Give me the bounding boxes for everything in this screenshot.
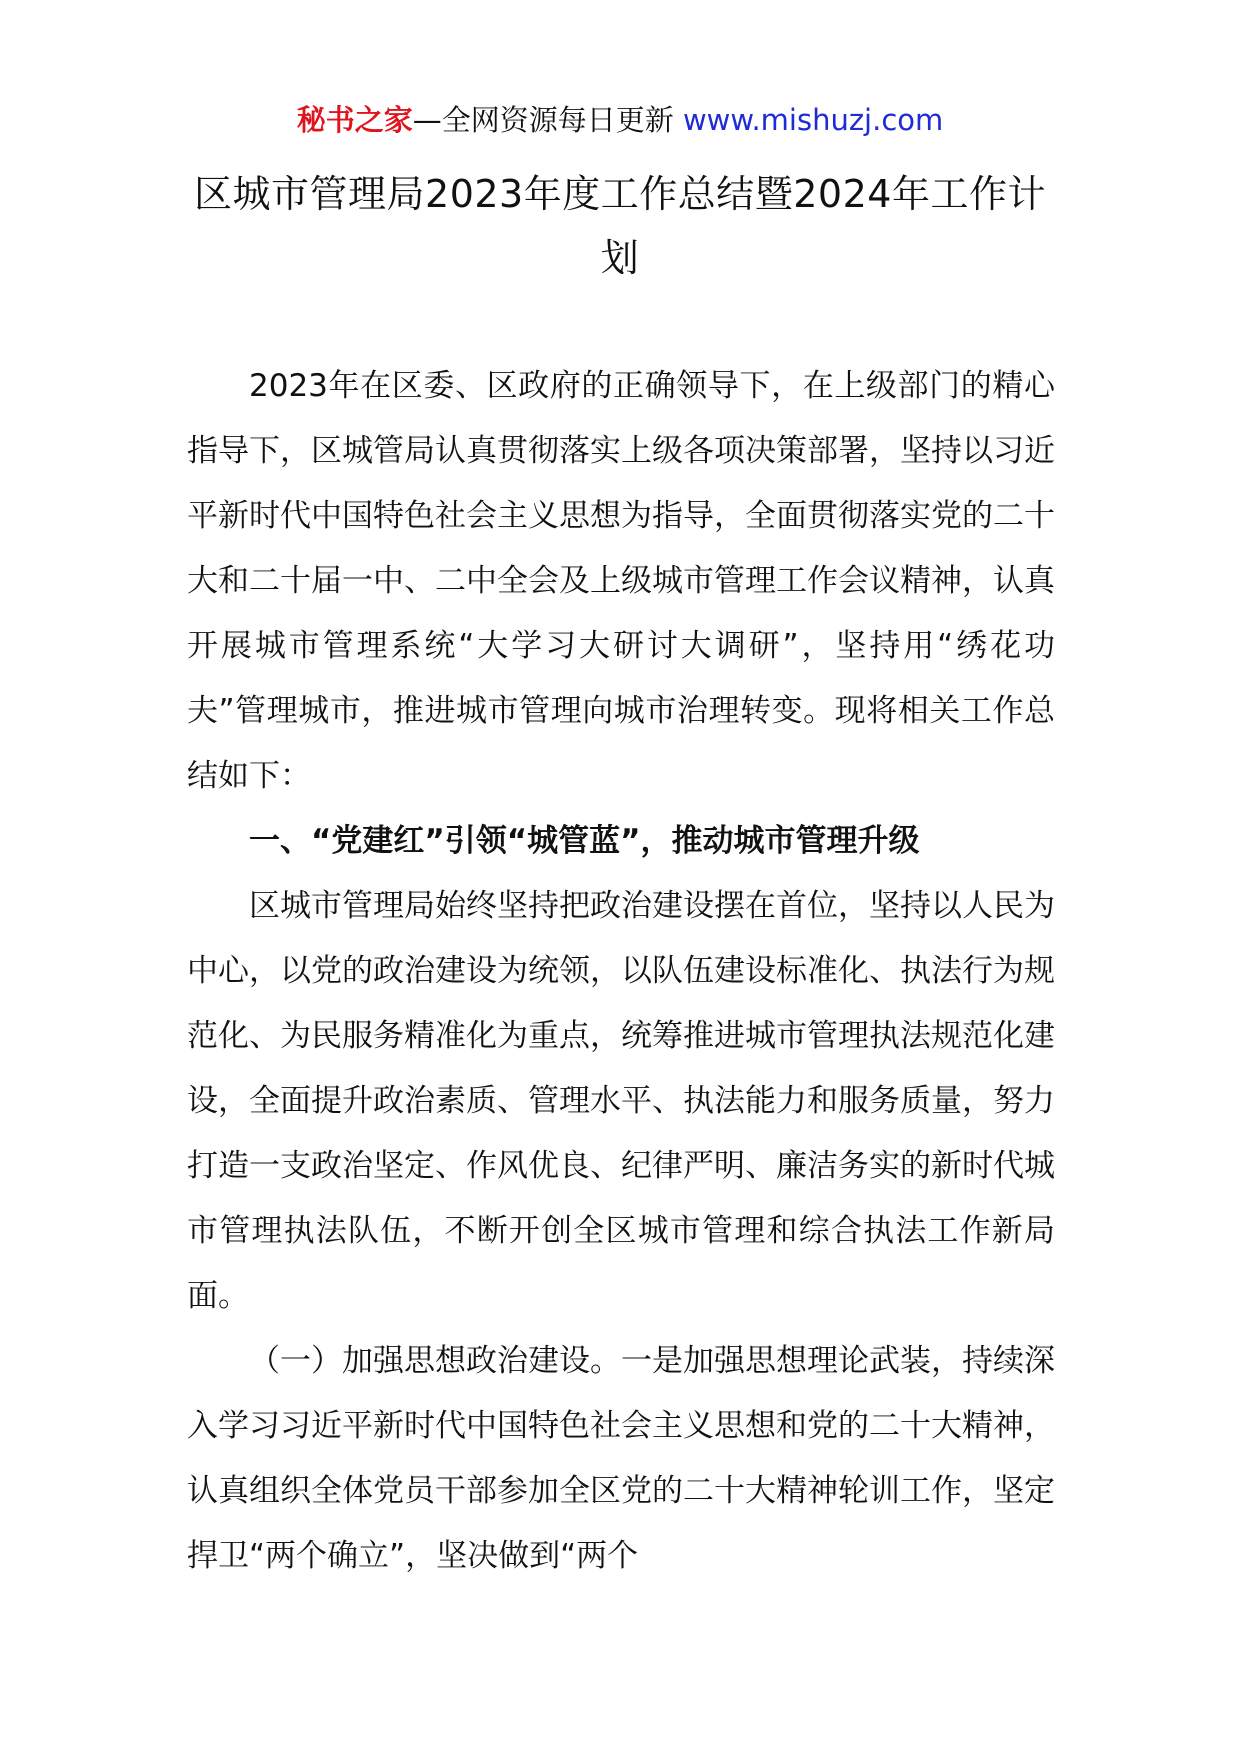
header-slogan: —全网资源每日更新: [412, 103, 683, 137]
site-url-link[interactable]: www.mishuzj.com: [682, 103, 944, 137]
section-heading: 一、“党建红”引领“城管蓝”，推动城市管理升级: [249, 823, 920, 859]
subsection-paragraph: （一）加强思想政治建设。一是加强思想理论武装，持续深入学习习近平新时代中国特色社会主义思想和党的二十大精神，认真组织全体党员干部参加全区党的二十大精神轮训工作，坚定捍卫“两个确立”，坚决做到“两个: [187, 1343, 1055, 1574]
intro-paragraph: 2023年在区委、区政府的正确领导下，在上级部门的精心指导下，区城管局认真贯彻落实上级各项决策部署，坚持以习近平新时代中国特色社会主义思想为指导，全面贯彻落实党的二十大和二十届一中、二中全会及上级城市管理工作会议精神，认真开展城市管理系统“大学习大研讨大调研”，坚持用“绣花功夫”管理城市，推进城市管理向城市治理转变。现将相关工作总结如下：: [187, 368, 1055, 794]
document-body: [187, 354, 1055, 1589]
site-header: [0, 100, 1240, 140]
section-paragraph: 区城市管理局始终坚持把政治建设摆在首位，坚持以人民为中心，以党的政治建设为统领，以队伍建设标准化、执法行为规范化、为民服务精准化为重点，统筹推进城市管理执法规范化建设，全面提升政治素质、管理水平、执法能力和服务质量，努力打造一支政治坚定、作风优良、纪律严明、廉洁务实的新时代城市管理执法队伍，不断开创全区城市管理和综合执法工作新局面。: [187, 888, 1055, 1314]
brand-name: 秘书之家: [296, 103, 413, 137]
document-title: 区城市管理局2023年度工作总结暨2024年工作计划: [194, 172, 1046, 280]
